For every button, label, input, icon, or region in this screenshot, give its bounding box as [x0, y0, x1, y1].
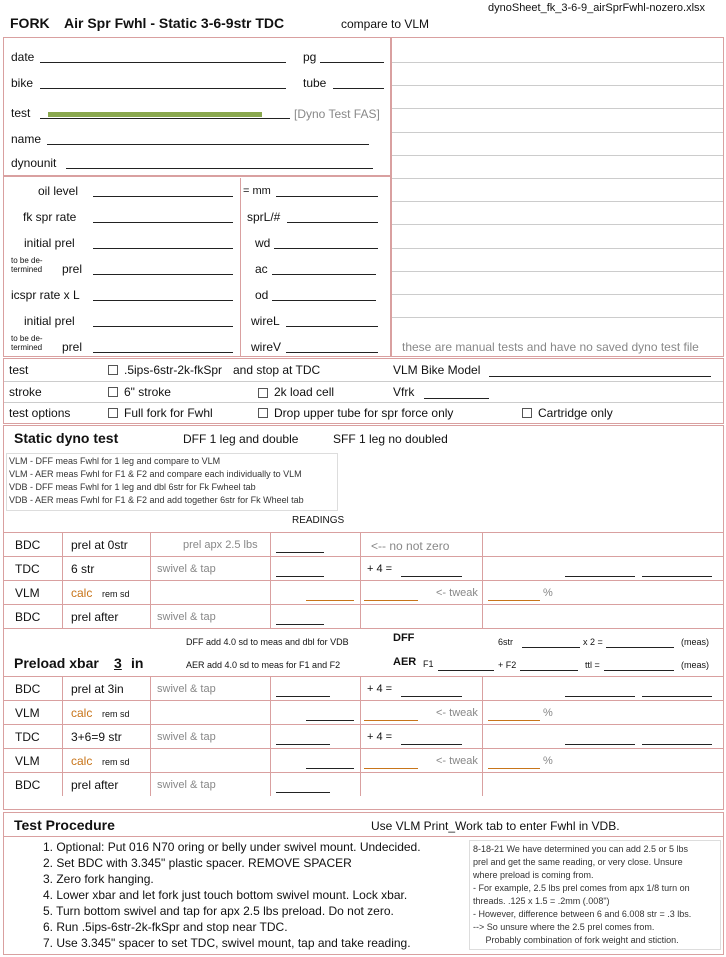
ac-label: ac [255, 262, 268, 276]
static-row2-extra: + 4 = [367, 563, 393, 575]
notes-line [392, 132, 723, 133]
icspr-label: icspr rate x L [11, 288, 80, 302]
stroke-label: stroke [9, 385, 42, 399]
load-cell-checkbox[interactable] [258, 388, 268, 398]
preload-row4-pct: % [543, 755, 553, 767]
notes-line [392, 224, 723, 225]
options-row-line [4, 381, 723, 382]
notes-line [392, 62, 723, 63]
wd-label: wd [255, 236, 271, 250]
drop-upper-checkbox[interactable] [258, 408, 268, 418]
notes-line [392, 108, 723, 109]
name-field[interactable] [47, 144, 369, 145]
date-field[interactable] [40, 62, 286, 63]
step-6: 6. Run .5ips-6str-2k-fkSpr and stop near TDC. [43, 920, 288, 934]
static-note-2: VLM - AER meas Fwhl for F1 & F2 and compare each individually to VLM [9, 469, 302, 479]
grid-line [482, 676, 483, 796]
preload-title: Preload xbar [14, 655, 99, 671]
preload-f1-field[interactable] [438, 670, 494, 671]
preload-6str-field[interactable] [522, 647, 580, 648]
preload-row3-plus-field[interactable] [401, 744, 462, 745]
static-note-4: VDB - AER meas Fwhl for F1 & F2 and add together 6str for Fk Wheel tab [9, 495, 304, 505]
step-1: 1. Optional: Put 016 N70 oring or belly under swivel mount. Undecided. [43, 840, 421, 854]
preload-row1-label: prel at 3in [71, 682, 124, 696]
options-row-line [4, 402, 723, 403]
vlm-bike-model-label: VLM Bike Model [393, 363, 481, 377]
bike-field[interactable] [40, 88, 286, 89]
page-title: Air Spr Fwhl - Static 3-6-9str TDC [64, 15, 285, 31]
static-row3-extra: <- tweak [436, 587, 478, 599]
preload-f1: F1 [423, 659, 434, 669]
preload-row1-code: BDC [15, 682, 41, 696]
static-row3-rem: rem sd [102, 589, 130, 599]
prel2-field[interactable] [93, 352, 233, 353]
manual-note: these are manual tests and have no saved dyno test file [402, 340, 699, 354]
preload-row2-rem: rem sd [102, 709, 130, 719]
preload-row3-r1[interactable] [565, 744, 635, 745]
preload-row1-plus-field[interactable] [401, 696, 462, 697]
sprl-field[interactable] [287, 222, 378, 223]
preload-row2-extra: <- tweak [436, 707, 478, 719]
preload-row2-pct: % [543, 707, 553, 719]
oil-level-label: oil level [38, 184, 79, 198]
dynounit-field[interactable] [66, 168, 373, 169]
dff-label: DFF 1 leg and double [183, 432, 299, 446]
preload-dff: DFF [393, 632, 415, 644]
grid-line [4, 676, 723, 677]
stop-tdc: and stop at TDC [233, 363, 321, 377]
test-field[interactable] [40, 118, 290, 119]
grid-line [150, 532, 151, 628]
notes-line [392, 317, 723, 318]
preload-row3-hint: swivel & tap [157, 731, 216, 743]
procedure-vdb-note: Use VLM Print_Work tab to enter Fwhl in VDB. [371, 819, 620, 833]
side-note-7: --> So unsure where the 2.5 prel comes from. [473, 922, 655, 932]
load-cell-label: 2k load cell [274, 385, 335, 399]
preload-row4-field[interactable] [306, 768, 354, 769]
vlm-bike-model-field[interactable] [489, 376, 711, 377]
compare-label: compare to VLM [341, 17, 430, 31]
tbd2-label: to be de- termined [11, 334, 43, 352]
fk-spr-rate-label: fk spr rate [23, 210, 77, 224]
preload-6str: 6str [498, 637, 514, 647]
setup-divider [240, 178, 241, 356]
notes-line [392, 155, 723, 156]
side-note-5: threads. .125 x 1.5 = .2mm (.008") [473, 896, 610, 906]
static-row2-hint: swivel & tap [157, 563, 216, 575]
grid-line [270, 532, 271, 628]
mm-label: = mm [243, 185, 271, 197]
sprl-label: sprL/# [247, 210, 281, 224]
static-row2-plus-field[interactable] [401, 576, 462, 577]
procedure-title: Test Procedure [14, 817, 115, 833]
step-7: 7. Use 3.345" spacer to set TDC, swivel mount, tap and take reading. [43, 936, 411, 950]
preload-row5-label: prel after [71, 778, 119, 792]
static-row3-field[interactable] [306, 600, 354, 601]
grid-line [4, 748, 723, 749]
notes-line [392, 248, 723, 249]
preload-row4-code: VLM [15, 754, 40, 768]
preload-row1-hint: swivel & tap [157, 683, 216, 695]
preload-row2-code: VLM [15, 706, 40, 720]
preload-row1-r2[interactable] [642, 696, 712, 697]
preload-row5-hint: swivel & tap [157, 779, 216, 791]
static-row2-label: 6 str [71, 562, 95, 576]
wirel-field[interactable] [286, 326, 378, 327]
step-4: 4. Lower xbar and let fork just touch bottom swivel mount. Lock xbar. [43, 888, 408, 902]
static-row2-code: TDC [15, 562, 40, 576]
preload-ttl-field[interactable] [604, 670, 674, 671]
preload-unit: in [131, 655, 144, 671]
bike-label: bike [11, 76, 34, 90]
side-note-3: where preload is coming from. [473, 870, 594, 880]
grid-line [4, 700, 723, 701]
drop-upper-label: Drop upper tube for spr force only [274, 406, 454, 420]
static-row3-code: VLM [15, 586, 40, 600]
static-row4-field[interactable] [276, 624, 324, 625]
full-fork-label: Full fork for Fwhl [124, 406, 213, 420]
preload-row4-calc[interactable] [364, 768, 418, 769]
static-row1-label: prel at 0str [71, 538, 128, 552]
vfrk-field[interactable] [424, 398, 489, 399]
oil-level-field[interactable] [93, 196, 233, 197]
side-note-1: 8-18-21 We have determined you can add 2.5 or 5 lbs [473, 844, 688, 854]
grid-line [150, 676, 151, 796]
preload-row5-field[interactable] [276, 792, 330, 793]
title-fork: FORK [10, 15, 50, 31]
static-title: Static dyno test [14, 430, 119, 446]
preload-x2: x 2 = [583, 637, 603, 647]
preload-f2-field[interactable] [520, 670, 578, 671]
static-row2-r2[interactable] [642, 576, 712, 577]
test-options-label: test options [9, 406, 71, 420]
preload-row1-field[interactable] [276, 696, 330, 697]
preload-row3-r2[interactable] [642, 744, 712, 745]
preload-row2-calc[interactable] [364, 720, 418, 721]
preload-row4-extra: <- tweak [436, 755, 478, 767]
preload-meas: (meas) [681, 637, 710, 647]
preload-row2-field[interactable] [306, 720, 354, 721]
grid-line [4, 532, 723, 533]
preload-row3-code: TDC [15, 730, 40, 744]
grid-line [4, 628, 723, 629]
static-row2-r1[interactable] [565, 576, 635, 577]
ac-field[interactable] [272, 274, 376, 275]
grid-line [482, 532, 483, 628]
grid-line [360, 532, 361, 628]
pg-field[interactable] [320, 62, 384, 63]
wirev-label: wireV [251, 340, 282, 354]
preload-row3-field[interactable] [276, 744, 330, 745]
procedure-divider [4, 836, 723, 837]
static-row4-label: prel after [71, 610, 119, 624]
preload-x2-field[interactable] [606, 647, 674, 648]
test-hint: [Dyno Test FAS] [294, 107, 380, 121]
prel2-label: prel [62, 340, 83, 354]
initial-prel-label: initial prel [24, 236, 75, 250]
side-note-4: - For example, 2.5 lbs prel comes from apx 1/8 turn on [473, 883, 690, 893]
preload-aer-note: AER add 4.0 sd to meas for F1 and F2 [186, 660, 341, 670]
grid-line [360, 676, 361, 796]
wirel-label: wireL [251, 314, 280, 328]
test-opt-value: .5ips-6str-2k-fkSpr [124, 363, 223, 377]
cartridge-label: Cartridge only [538, 406, 613, 420]
preload-xbar-value[interactable]: 3 [114, 655, 122, 671]
side-note-2: prel and get the same reading, or very close. Unsure [473, 857, 683, 867]
step-5: 5. Turn bottom swivel and tap for apx 2.5 lbs preload. Do not zero. [43, 904, 394, 918]
dynounit-label: dynounit [11, 156, 57, 170]
notes-line [392, 271, 723, 272]
grid-line [4, 604, 723, 605]
wirev-field[interactable] [286, 352, 378, 353]
stroke-value: 6" stroke [124, 385, 171, 399]
preload-row3-label: 3+6=9 str [71, 730, 122, 744]
side-note-8: Probably combination of fork weight and stiction. [473, 935, 679, 945]
grid-line [4, 772, 723, 773]
pg-label: pg [303, 50, 317, 64]
static-row3-calc[interactable] [364, 600, 418, 601]
preload-aer: AER [393, 656, 417, 668]
grid-line [4, 724, 723, 725]
static-row4-code: BDC [15, 610, 41, 624]
static-row3-pct: % [543, 587, 553, 599]
preload-row4-tweak[interactable] [488, 768, 540, 769]
preload-row1-extra: + 4 = [367, 683, 393, 695]
notes-line [392, 85, 723, 86]
step-3: 3. Zero fork hanging. [43, 872, 154, 886]
test-progress-bar [48, 112, 262, 117]
cartridge-checkbox[interactable] [522, 408, 532, 418]
tube-field[interactable] [333, 88, 384, 89]
notes-line [392, 178, 723, 179]
static-row3-tweak[interactable] [488, 600, 540, 601]
filename: dynoSheet_fk_3-6-9_airSprFwhl-nozero.xlsx [488, 2, 706, 14]
od-field[interactable] [272, 300, 376, 301]
preload-row1-r1[interactable] [565, 696, 635, 697]
name-label: name [11, 132, 42, 146]
stroke-checkbox[interactable] [108, 387, 118, 397]
fk-spr-rate-field[interactable] [93, 222, 233, 223]
preload-f2: + F2 [498, 660, 517, 670]
sff-label: SFF 1 leg no doubled [333, 432, 448, 446]
grid-line [270, 676, 271, 796]
od-label: od [255, 288, 269, 302]
tbd-label: to be de- termined [11, 256, 43, 274]
test-checkbox[interactable] [108, 365, 118, 375]
initial-prel2-field[interactable] [93, 326, 233, 327]
icspr-field[interactable] [93, 300, 233, 301]
test-label: test [11, 106, 31, 120]
prel-label: prel [62, 262, 83, 276]
preload-row2-label: calc [71, 706, 93, 720]
static-note-3: VDB - DFF meas Fwhl for 1 leg and dbl 6str for Fk Fwheel tab [9, 482, 256, 492]
readings-label: READINGS [292, 515, 345, 526]
static-row1-code: BDC [15, 538, 41, 552]
static-note-1: VLM - DFF meas Fwhl for 1 leg and compare to VLM [9, 456, 221, 466]
preload-row5-code: BDC [15, 778, 41, 792]
notes-line [392, 201, 723, 202]
preload-ttl: ttl = [585, 660, 600, 670]
step-2: 2. Set BDC with 3.345" plastic spacer. REMOVE SPACER [43, 856, 352, 870]
static-row3-label: calc [71, 586, 93, 600]
prel-field[interactable] [93, 274, 233, 275]
preload-meas2: (meas) [681, 660, 710, 670]
static-row4-hint: swivel & tap [157, 611, 216, 623]
grid-line [4, 580, 723, 581]
preload-dff-note: DFF add 4.0 sd to meas and dbl for VDB [186, 637, 349, 647]
preload-row4-label: calc [71, 754, 93, 768]
test-opt-label: test [9, 363, 29, 377]
static-row2-field[interactable] [276, 576, 324, 577]
date-label: date [11, 50, 35, 64]
mm-field[interactable] [276, 196, 378, 197]
grid-line [62, 676, 63, 796]
initial-prel-field[interactable] [93, 248, 233, 249]
initial-prel2-label: initial prel [24, 314, 75, 328]
preload-row4-rem: rem sd [102, 757, 130, 767]
wd-field[interactable] [274, 248, 378, 249]
side-note-6: - However, difference between 6 and 6.008 str = .3 lbs. [473, 909, 692, 919]
notes-line [392, 294, 723, 295]
full-fork-checkbox[interactable] [108, 408, 118, 418]
vfrk-label: Vfrk [393, 385, 415, 399]
static-row1-hint: prel apx 2.5 lbs [183, 539, 258, 551]
tube-label: tube [303, 76, 327, 90]
grid-line [4, 556, 723, 557]
static-row1-extra: <-- no not zero [371, 539, 450, 553]
preload-row3-extra: + 4 = [367, 731, 393, 743]
grid-line [62, 532, 63, 628]
static-row1-field[interactable] [276, 552, 324, 553]
preload-row2-tweak[interactable] [488, 720, 540, 721]
